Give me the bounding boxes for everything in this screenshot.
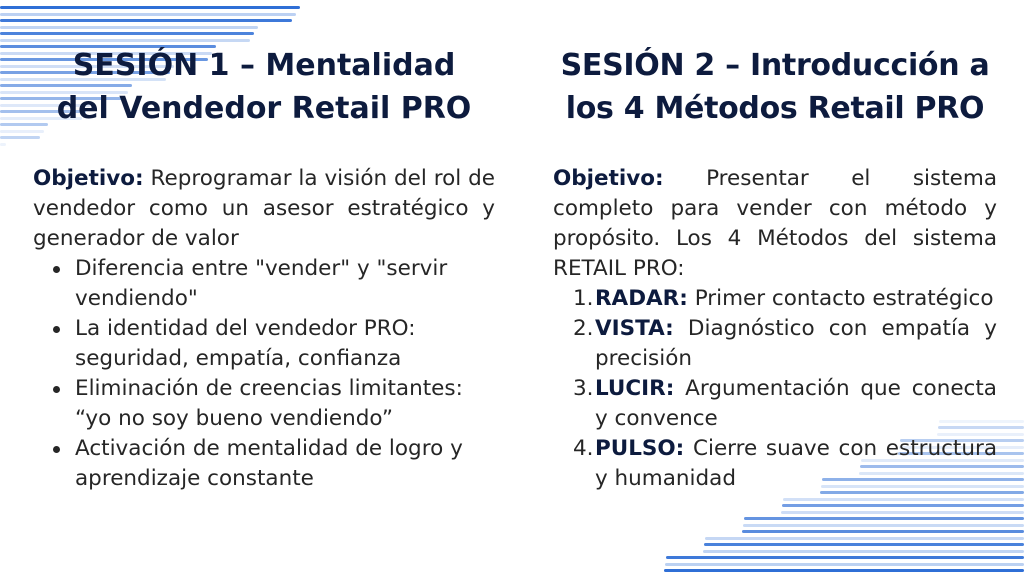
method-number: 1. bbox=[573, 286, 594, 311]
bullet-text: Eliminación de creencias limitantes: “yo no soy bueno vendiendo” bbox=[75, 376, 463, 431]
session-1-title bbox=[33, 44, 495, 130]
list-item bbox=[51, 434, 495, 494]
method-item bbox=[573, 374, 997, 434]
bullet-icon bbox=[53, 326, 60, 333]
method-name: VISTA: bbox=[595, 316, 674, 341]
bullet-text: Diferencia entre "vender" y "servir vendiendo" bbox=[75, 256, 448, 311]
list-item bbox=[51, 314, 495, 374]
session-1-title-line1: SESIÓN 1 – Mentalidad bbox=[72, 48, 456, 83]
method-item bbox=[573, 314, 997, 374]
method-name: RADAR: bbox=[595, 286, 688, 311]
objective-text: Reprogramar la visión del rol de vendedor como un asesor estratégico y generador de valor bbox=[33, 166, 495, 251]
stripe-line bbox=[0, 13, 296, 16]
stripe-line bbox=[742, 530, 1024, 533]
stripe-line bbox=[0, 143, 6, 146]
stripe-line bbox=[703, 550, 1024, 553]
session-1-bullet-list bbox=[33, 254, 495, 494]
stripe-line bbox=[666, 556, 1024, 559]
stripe-line bbox=[0, 39, 250, 42]
list-item bbox=[51, 374, 495, 434]
method-text: Cierre suave con estructura y humanidad bbox=[595, 436, 997, 491]
stripe-line bbox=[744, 517, 1024, 520]
stripe-line bbox=[0, 26, 258, 29]
method-item bbox=[573, 434, 997, 494]
method-number: 2. bbox=[573, 316, 594, 341]
bullet-icon bbox=[53, 446, 60, 453]
stripe-line bbox=[704, 543, 1024, 546]
session-2-objective bbox=[553, 164, 997, 284]
method-text: Argumentación que conecta y convence bbox=[595, 376, 997, 431]
objective-text: Presentar el sistema completo para vender con método y propósito. Los 4 Métodos del sistema RETAIL PRO: bbox=[553, 166, 997, 281]
session-1-column bbox=[33, 44, 495, 494]
method-name: LUCIR: bbox=[595, 376, 675, 401]
bullet-text: Activación de mentalidad de logro y aprendizaje constante bbox=[75, 436, 463, 491]
stripe-line bbox=[665, 563, 1024, 566]
method-number: 3. bbox=[573, 376, 594, 401]
stripe-line bbox=[781, 511, 1024, 514]
session-2-title-line2: los 4 Métodos Retail PRO bbox=[565, 91, 985, 126]
method-text: Primer contacto estratégico bbox=[694, 286, 994, 311]
session-2-title bbox=[553, 44, 997, 130]
stripe-line bbox=[664, 569, 1024, 572]
stripe-line bbox=[705, 537, 1024, 540]
session-2-column bbox=[553, 44, 997, 494]
session-2-body bbox=[553, 164, 997, 494]
stripe-line bbox=[743, 524, 1024, 527]
method-number: 4. bbox=[573, 436, 594, 461]
session-1-objective bbox=[33, 164, 495, 254]
bullet-icon bbox=[53, 386, 60, 393]
list-item bbox=[51, 254, 495, 314]
session-1-body bbox=[33, 164, 495, 494]
method-name: PULSO: bbox=[595, 436, 685, 461]
methods-list bbox=[553, 284, 997, 494]
objective-label: Objetivo: bbox=[553, 166, 664, 191]
stripe-line bbox=[783, 498, 1024, 501]
method-text: Diagnóstico con empatía y precisión bbox=[595, 316, 997, 371]
stripe-line bbox=[782, 504, 1024, 507]
session-1-title-line2: del Vendedor Retail PRO bbox=[56, 91, 472, 126]
bullet-text: La identidad del vendedor PRO: seguridad, empatía, confianza bbox=[75, 316, 416, 371]
bullet-icon bbox=[53, 266, 60, 273]
stripe-line bbox=[0, 6, 300, 9]
objective-label: Objetivo: bbox=[33, 166, 144, 191]
stripe-line bbox=[0, 32, 254, 35]
stripe-line bbox=[0, 19, 292, 22]
session-2-title-line1: SESIÓN 2 – Introducción a bbox=[560, 48, 990, 83]
method-item bbox=[573, 284, 997, 314]
